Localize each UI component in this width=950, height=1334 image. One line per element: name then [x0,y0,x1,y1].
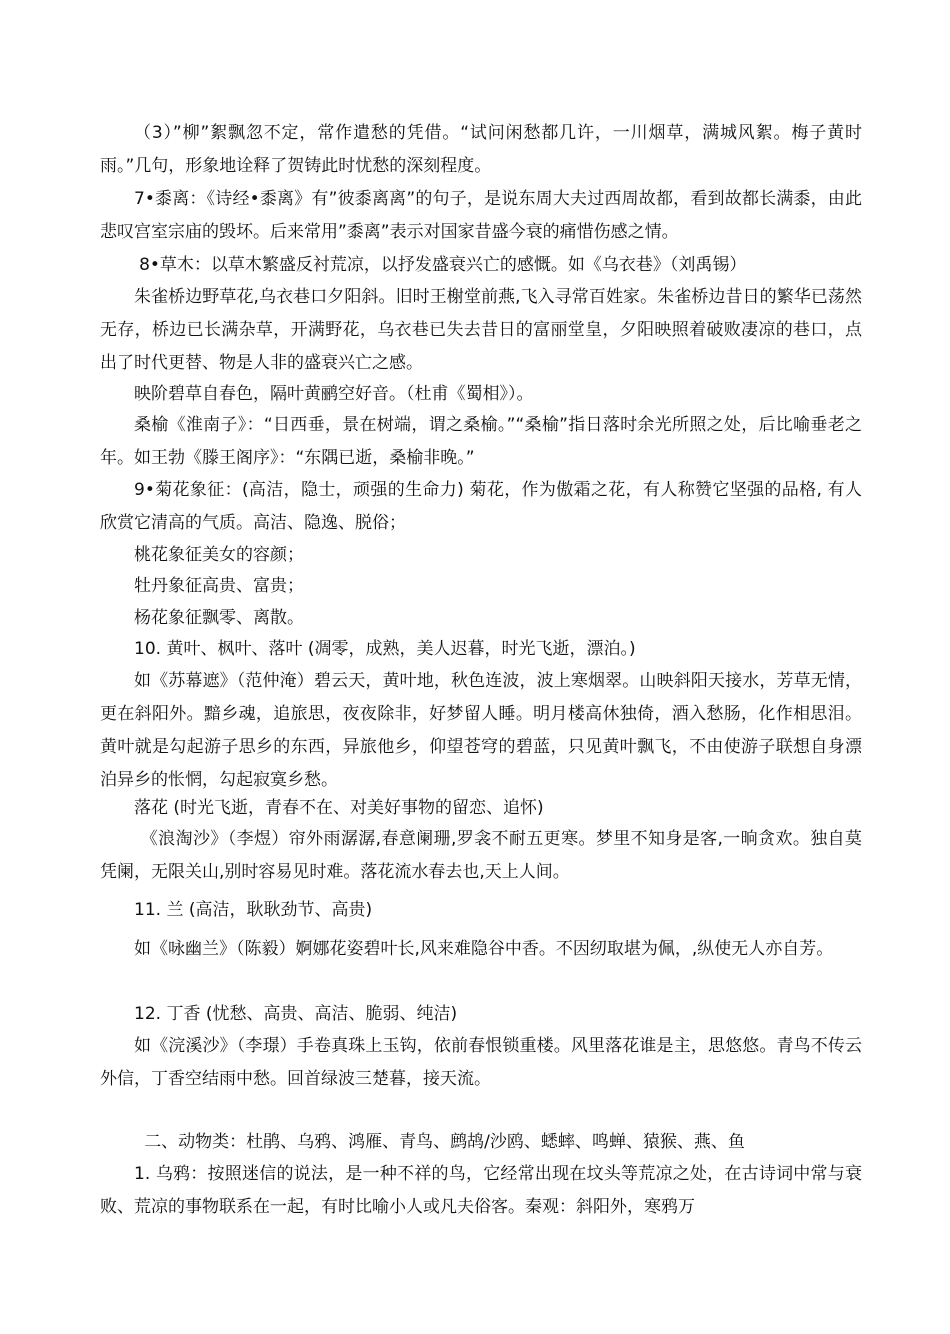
paragraph-yanghua: 杨花象征飘零、离散。 [134,608,304,628]
paragraph-taohua: 桃花象征美女的容颜； [134,545,304,565]
paragraph-dingxiang-heading: 12. 丁香 (忧愁、高贵、高洁、脆弱、纯洁) [134,1004,458,1024]
paragraph-sumuzhe: 如《苏幕遮》（范仲淹）碧云天，黄叶地，秋色连波，波上寒烟翠。山映斜阳天接水，芳草无情，更在斜阳外。黯乡魂，追旅思，夜夜除非，好梦留人睡。明月楼高休独倚，酒入愁肠，化作相思泪。黄叶就是勾起游子思乡的东西，异旅他乡，仰望苍穹的碧蓝，只见黄叶飘飞，不由使游子联想自身漂泊异乡的怅惘，勾起寂寞乡愁。 [100,671,862,790]
paragraph-juhua: 9•菊花象征：(高洁，隐士，顽强的生命力) 菊花，作为傲霜之花，有人称赞它坚强的品格, 有人欣赏它清高的气质。高洁、隐逸、脱俗； [100,480,862,533]
section-heading-animals: 二、动物类：杜鹃、乌鸦、鸿雁、青鸟、鹧鸪/沙鸥、蟋蟀、鸣蝉、猿猴、燕、鱼 [144,1132,745,1152]
paragraph-liuxu: （3）”柳”絮飘忽不定，常作遣愁的凭借。“试问闲愁都几许，一川烟草，满城风絮。梅子黄时雨。”几句，形象地诠释了贺铸此时忧愁的深刻程度。 [100,123,862,176]
paragraph-shuxiang: 映阶碧草自春色，隔叶黄鹂空好音。（杜甫《蜀相》）。 [134,384,534,404]
paragraph-huanxisha: 如《浣溪沙》（李璟）手卷真珠上玉钩，依前春恨锁重楼。风里落花谁是主，思悠悠。青鸟不传云外信，丁香空结雨中愁。回首绿波三楚暮，接天流。 [100,1036,862,1089]
paragraph-shuli: 7•黍离：《诗经•黍离》有”彼黍离离”的句子，是说东周大夫过西周故都，看到故都长满黍，由此悲叹宫室宗庙的毁坏。后来常用”黍离”表示对国家昔盛今衰的痛惜伤感之情。 [100,189,862,242]
paragraph-lan-heading: 11. 兰 (高洁，耿耿劲节、高贵) [134,900,373,920]
paragraph-luohua-heading: 落花 (时光飞逝，青春不在、对美好事物的留恋、追怀) [134,798,544,818]
paragraph-langtaosha: 《浪淘沙》（李煜）帘外雨潺潺,春意阑珊,罗衾不耐五更寒。梦里不知身是客,一晌贪欢。独自莫凭阑，无限关山,别时容易见时难。落花流水春去也,天上人间。 [100,829,862,882]
paragraph-mudan: 牡丹象征高贵、富贵； [134,576,304,596]
paragraph-huangye-heading: 10. 黄叶、枫叶、落叶 (凋零，成熟，美人迟暮，时光飞逝，漂泊。) [134,639,636,659]
paragraph-wuyixiang: 朱雀桥边野草花,乌衣巷口夕阳斜。旧时王榭堂前燕,飞入寻常百姓家。朱雀桥边昔日的繁华已荡然无存，桥边已长满杂草，开满野花，乌衣巷已失去昔日的富丽堂皇，夕阳映照着破败凄凉的巷口，点出了时代更替、物是人非的盛衰兴亡之感。 [100,287,862,373]
paragraph-yongyoulan: 如《咏幽兰》（陈毅）婀娜花姿碧叶长,风来难隐谷中香。不因纫取堪为佩，,纵使无人亦自芳。 [134,939,834,959]
paragraph-sangyu: 桑榆《淮南子》：“日西垂，景在树端，谓之桑榆。”“桑榆”指日落时余光所照之处，后比喻垂老之年。如王勃《滕王阁序》：“东隅已逝，桑榆非晚。” [100,415,862,468]
paragraph-caomu: 8•草木：以草木繁盛反衬荒凉，以抒发盛衰兴亡的感慨。如《乌衣巷》（刘禹锡） [139,255,747,275]
paragraph-wuya: 1. 乌鸦：按照迷信的说法，是一种不祥的鸟，它经常出现在坟头等荒凉之处，在古诗词中常与衰败、荒凉的事物联系在一起，有时比喻小人或凡夫俗客。秦观：斜阳外，寒鸦万 [100,1164,862,1217]
